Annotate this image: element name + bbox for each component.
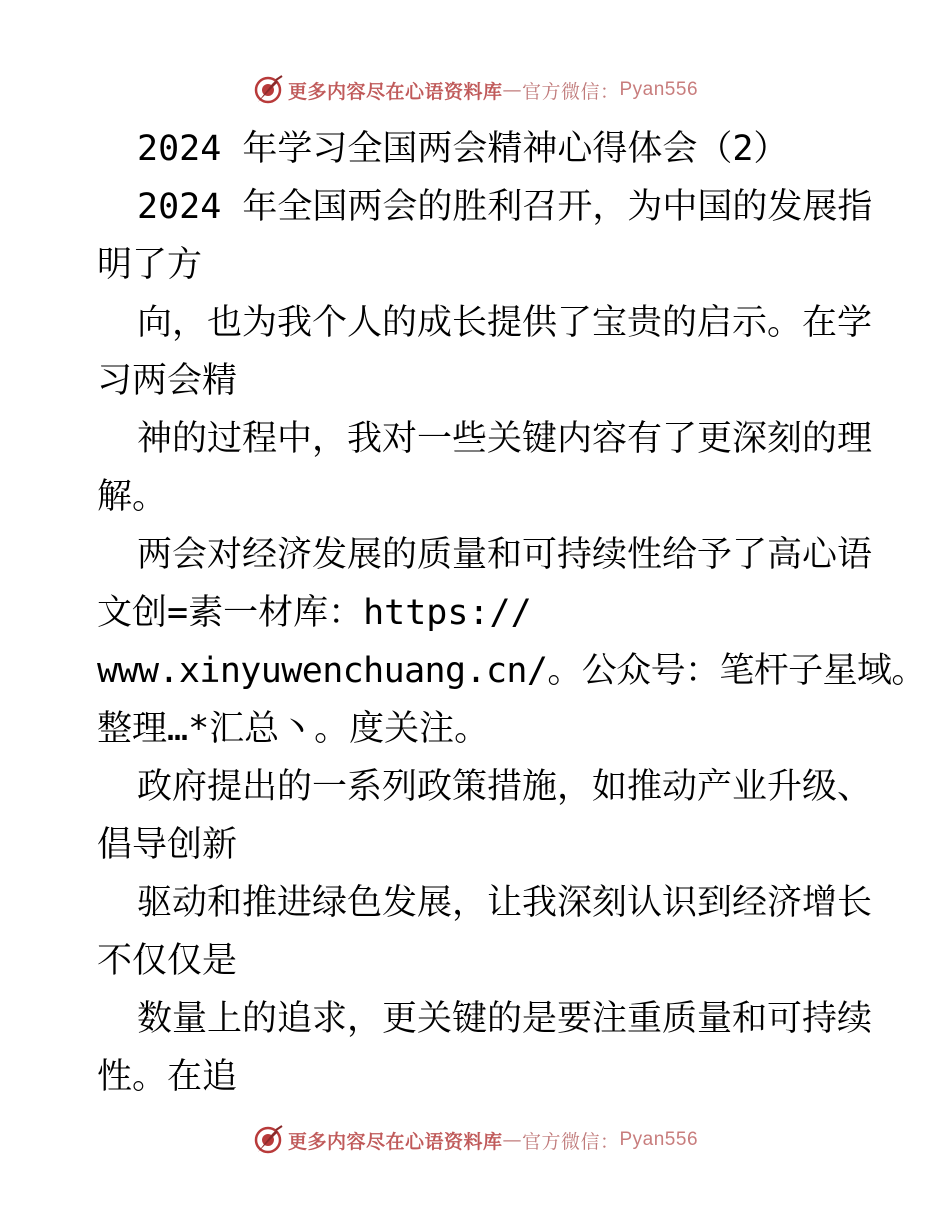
document-body: [97, 120, 926, 1106]
document-title: 2024 年学习全国两会精神心得体会（2）: [137, 129, 789, 169]
paragraph-line: www.xinyuwenchuang.cn/。公众号：笔杆子星域。: [97, 651, 926, 691]
paragraph-line: 倡导创新: [97, 825, 238, 865]
quill-pen-logo-icon: [252, 1124, 284, 1156]
header-wechat-label: 官方微信：: [521, 80, 620, 103]
quill-pen-logo-icon: [252, 74, 284, 106]
paragraph-line: 整理…*汇总丶。度关注。: [97, 709, 490, 749]
paragraph-line: 文创=素一材库：https://: [97, 593, 532, 633]
paragraph-line: 明了方: [97, 245, 203, 285]
paragraph-line: 习两会精: [97, 361, 238, 401]
paragraph-line: 向，也为我个人的成长提供了宝贵的启示。在学: [137, 303, 873, 343]
footer-brand-text: 更多内容尽在心语资料库: [287, 1130, 503, 1153]
header-banner: [0, 70, 950, 110]
paragraph-line: 解。: [97, 477, 168, 517]
paragraph-line: 两会对经济发展的质量和可持续性给予了高心语: [137, 535, 873, 575]
paragraph-line: 2024 年全国两会的胜利召开，为中国的发展指: [137, 187, 873, 227]
paragraph-line: 驱动和推进绿色发展，让我深刻认识到经济增长: [137, 883, 873, 923]
header-brand-text: 更多内容尽在心语资料库: [287, 80, 503, 103]
header-wechat-id: Pyan556: [619, 79, 699, 100]
footer-wechat-label: 官方微信：: [521, 1130, 620, 1153]
footer-wechat-id: Pyan556: [619, 1129, 699, 1150]
paragraph-line: 神的过程中，我对一些关键内容有了更深刻的理: [137, 419, 873, 459]
paragraph-line: 数量上的追求，更关键的是要注重质量和可持续: [137, 999, 873, 1039]
footer-separator: —: [502, 1129, 522, 1151]
header-separator: —: [502, 79, 522, 101]
paragraph-line: 性。在追: [97, 1057, 238, 1097]
footer-banner: [0, 1120, 950, 1160]
paragraph-line: 政府提出的一系列政策措施，如推动产业升级、: [137, 767, 873, 807]
paragraph-line: 不仅仅是: [97, 941, 238, 981]
